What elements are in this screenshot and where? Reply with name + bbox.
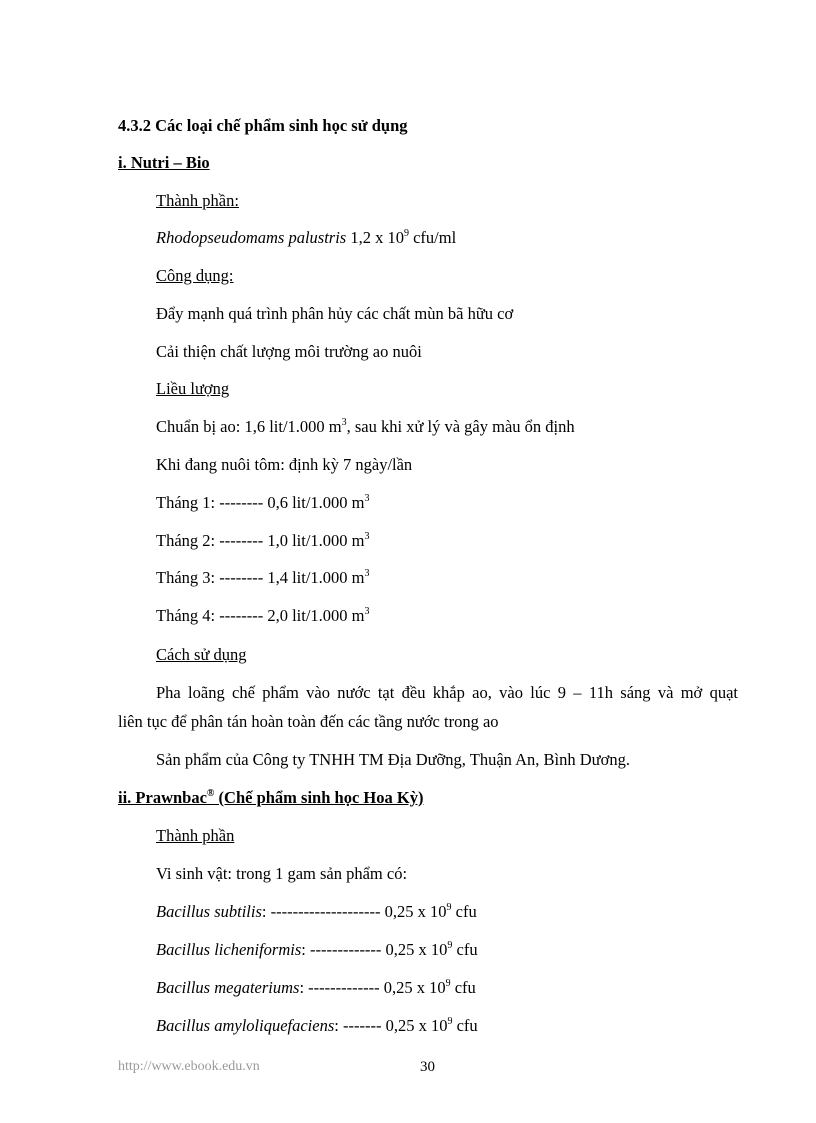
month-exp: 3	[364, 531, 370, 542]
prep-rest: , sau khi xử lý và gây màu ổn định	[346, 417, 575, 436]
nutri-howto-line1: Pha loãng chế phẩm vào nước tạt đều khắp ao, vào lúc 9 – 11h sáng và mở quạt	[156, 683, 738, 702]
strain-unit: cfu	[452, 940, 478, 959]
organism-name: Rhodopseudomams palustris	[156, 228, 347, 247]
nutri-use-item: Đẩy mạnh quá trình phân hủy các chất mùn bã hữu cơ	[156, 304, 514, 323]
strain-exp: 9	[446, 902, 452, 913]
month-text: Tháng 4: -------- 2,0 lit/1.000 m	[156, 606, 365, 625]
strain-name: Bacillus megateriums	[156, 978, 300, 997]
prawnbac-heading-rest: (Chế phẩm sinh học Hoa Kỳ)	[214, 788, 424, 807]
strain-name: Bacillus licheniformis	[156, 940, 302, 959]
month-exp: 3	[364, 493, 370, 504]
strain-unit: cfu	[451, 902, 477, 921]
strain-row	[156, 940, 478, 960]
strain-exp: 9	[445, 978, 451, 989]
nutri-periodic: Khi đang nuôi tôm: định kỳ 7 ngày/lần	[156, 455, 413, 474]
strain-row	[156, 902, 477, 922]
nutri-organism	[156, 228, 456, 248]
nutri-producer: Sản phẩm của Công ty TNHH TM Địa Dưỡng, Thuận An, Bình Dương.	[156, 750, 630, 769]
month-row	[156, 606, 370, 626]
month-text: Tháng 2: -------- 1,0 lit/1.000 m	[156, 531, 365, 550]
prawnbac-heading	[118, 788, 423, 808]
strain-conc: 0,25 x 10	[385, 940, 448, 959]
month-row	[156, 531, 370, 551]
prawnbac-intro: Vi sinh vật: trong 1 gam sản phẩm có:	[156, 864, 408, 883]
strain-exp: 9	[447, 940, 453, 951]
nutri-dosage-label: Liều lượng	[156, 379, 230, 398]
strain-conc: 0,25 x 10	[385, 1016, 448, 1035]
nutri-howto-label: Cách sử dụng	[156, 645, 247, 664]
strain-sep: : -------------	[301, 940, 386, 959]
registered-mark: ®	[206, 788, 215, 799]
nutri-composition-label: Thành phần:	[156, 191, 239, 210]
month-text: Tháng 1: -------- 0,6 lit/1.000 m	[156, 493, 365, 512]
strain-conc: 0,25 x 10	[383, 978, 446, 997]
organism-conc: 1,2 x 10	[350, 228, 404, 247]
strain-row	[156, 978, 476, 998]
strain-row	[156, 1016, 478, 1036]
strain-name: Bacillus amyloliquefaciens	[156, 1016, 335, 1035]
month-row	[156, 493, 370, 513]
prawnbac-composition-label: Thành phần	[156, 826, 235, 845]
prep-exp: 3	[341, 417, 347, 428]
month-exp: 3	[364, 606, 370, 617]
organism-unit: cfu/ml	[413, 228, 457, 247]
nutri-use-item: Cải thiện chất lượng môi trường ao nuôi	[156, 342, 422, 361]
organism-exp: 9	[403, 228, 409, 239]
month-text: Tháng 3: -------- 1,4 lit/1.000 m	[156, 568, 365, 587]
prawnbac-heading-name: ii. Prawnbac	[118, 788, 207, 807]
nutri-heading: i. Nutri – Bio	[118, 153, 210, 172]
strain-name: Bacillus subtilis	[156, 902, 262, 921]
nutri-howto-line2: liên tục để phân tán hoàn toàn đến các tầng nước trong ao	[118, 712, 499, 731]
page-number: 30	[420, 1059, 435, 1075]
strain-unit: cfu	[450, 978, 476, 997]
footer-url[interactable]: http://www.ebook.edu.vn	[118, 1059, 260, 1074]
strain-unit: cfu	[452, 1016, 478, 1035]
strain-conc: 0,25 x 10	[384, 902, 447, 921]
strain-sep: : -------------	[299, 978, 384, 997]
strain-exp: 9	[447, 1016, 453, 1027]
strain-sep: : -------	[334, 1016, 386, 1035]
month-exp: 3	[364, 568, 370, 579]
prep-text: Chuẩn bị ao: 1,6 lit/1.000 m	[156, 417, 342, 436]
month-row	[156, 568, 370, 588]
strain-sep: : --------------------	[261, 902, 385, 921]
section-title: 4.3.2 Các loại chế phẩm sinh học sử dụng	[118, 116, 408, 135]
nutri-use-label: Công dụng:	[156, 266, 234, 285]
nutri-prep	[156, 417, 575, 437]
